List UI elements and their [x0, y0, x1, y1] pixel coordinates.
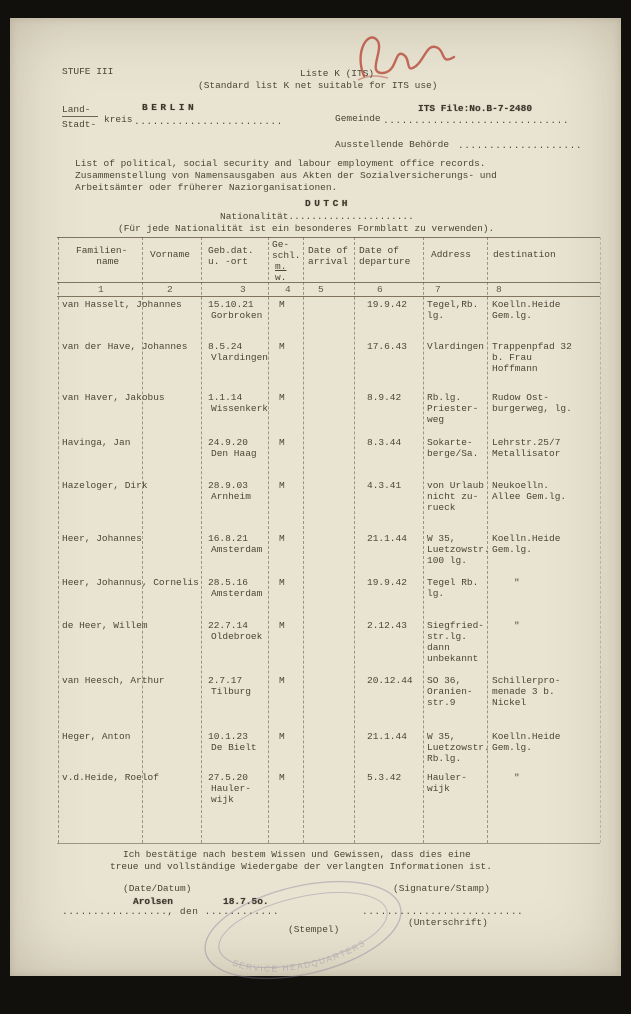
column-number: 7 — [435, 284, 441, 295]
table-header-bottom-rule — [57, 282, 600, 283]
cell-address: Tegel,Rb. lg. — [427, 299, 479, 321]
behoerde-dotted-line: .................... — [458, 140, 583, 151]
cell-geschlecht: M — [279, 772, 285, 783]
col3-line2: u. -ort — [208, 256, 248, 267]
table-vline-6 — [423, 237, 424, 843]
cell-date-departure: 21.1.44 — [367, 731, 407, 742]
column-number: 8 — [496, 284, 502, 295]
col1-line2: name — [96, 256, 120, 267]
cell-destination: " — [514, 772, 520, 783]
description-line-2: Zusammenstellung von Namensausgaben aus Akten der Sozialversicherungs- und — [75, 170, 497, 181]
cell-gebdat-ort: 28.5.16 Amsterdam — [208, 577, 263, 599]
date-value: 18.7.5o. — [223, 896, 269, 907]
cell-geschlecht: M — [279, 731, 285, 742]
cell-gebdat-ort: 10.1.23 De Bielt — [208, 731, 257, 753]
cell-destination: Koelln.Heide Gem.lg. — [492, 299, 561, 321]
red-handwriting-mark — [350, 24, 470, 94]
col6-line2: departure — [359, 256, 411, 267]
table-vline-1 — [142, 237, 143, 843]
col-header-address: Address — [431, 249, 471, 260]
gemeinde-label: Gemeinde — [335, 113, 381, 124]
cell-familienname: Havinga, Jan — [62, 437, 131, 448]
land-stadt-divider — [62, 116, 98, 117]
cell-familienname: de Heer, Willem — [62, 620, 148, 631]
cell-date-departure: 2.12.43 — [367, 620, 407, 631]
cell-address: Siegfried- str.lg. dann unbekannt — [427, 620, 485, 664]
cell-address: Tegel Rb. lg. — [427, 577, 479, 599]
behoerde-label: Ausstellende Behörde — [335, 139, 450, 150]
col5-line1: Date of — [308, 245, 348, 256]
cell-address: Vlardingen — [427, 341, 485, 352]
cell-date-departure: 17.6.43 — [367, 341, 407, 352]
cell-geschlecht: M — [279, 577, 285, 588]
table-vline-3 — [268, 237, 269, 843]
kreis-value-stamp: BERLIN — [142, 102, 198, 113]
stempel-label: (Stempel) — [288, 924, 340, 935]
page-subtitle: (Standard list K net suitable for ITS use) — [198, 80, 438, 91]
nationality-label: Nationalität...................... — [220, 211, 414, 222]
its-file-number: ITS File:No.B-7-2480 — [418, 103, 533, 114]
cell-familienname: Heger, Anton — [62, 731, 131, 742]
cell-address: Hauler- wijk — [427, 772, 467, 794]
unterschrift-label: (Unterschrift) — [408, 917, 488, 928]
cell-date-departure: 8.9.42 — [367, 392, 402, 403]
cell-destination: Schillerpro- menade 3 b. Nickel — [492, 675, 561, 708]
place-value: Arolsen — [133, 896, 173, 907]
col4-line4: w. — [275, 272, 287, 283]
cell-gebdat-ort: 24.9.20 Den Haag — [208, 437, 257, 459]
col4-line3: m. — [275, 261, 287, 272]
document-page — [10, 18, 621, 976]
col-header-geschlecht — [272, 239, 301, 283]
column-number: 2 — [167, 284, 173, 295]
col5-line2: arrival — [308, 256, 348, 267]
cell-geschlecht: M — [279, 533, 285, 544]
description-line-3: Arbeitsämter oder früherer Naziorganisationen. — [75, 182, 338, 193]
cell-familienname: van Hasselt, Johannes — [62, 299, 182, 310]
table-top-rule — [57, 237, 600, 238]
date-dotted-line: ................., den ............ — [62, 906, 280, 917]
cell-gebdat-ort: 28.9.03 Arnheim — [208, 480, 251, 502]
col1-line1: Familien- — [76, 245, 128, 256]
table-vline-4 — [303, 237, 304, 843]
cell-destination: " — [514, 577, 520, 588]
col-header-gebdat — [208, 245, 254, 267]
table-vline-2 — [201, 237, 202, 843]
cell-gebdat-ort: 15.10.21 Gorbroken — [208, 299, 263, 321]
cell-date-departure: 20.12.44 — [367, 675, 413, 686]
col-header-destination: destination — [493, 249, 556, 260]
nationality-note: (Für jede Nationalität ist ein besonderes Formblatt zu verwenden). — [118, 223, 495, 234]
certify-line-1: Ich bestätige nach bestem Wissen und Gewissen, dass dies eine — [123, 849, 471, 860]
cell-gebdat-ort: 8.5.24 Vlardingen — [208, 341, 269, 363]
cell-geschlecht: M — [279, 437, 285, 448]
cell-destination: Koelln.Heide Gem.lg. — [492, 731, 561, 753]
cell-destination: " — [514, 620, 520, 631]
cell-date-departure: 19.9.42 — [367, 577, 407, 588]
cell-geschlecht: M — [279, 299, 285, 310]
cell-date-departure: 5.3.42 — [367, 772, 402, 783]
cell-date-departure: 8.3.44 — [367, 437, 402, 448]
stadt-label: Stadt- — [62, 119, 97, 130]
col4-line2: schl. — [272, 250, 301, 261]
cell-destination: Trappenpfad 32 b. Frau Hoffmann — [492, 341, 572, 374]
cell-address: SO 36, Oranien- str.9 — [427, 675, 473, 708]
cell-address: W 35, Luetzowstr. Rb.lg. — [427, 731, 490, 764]
cell-destination: Lehrstr.25/7 Metallisator — [492, 437, 561, 459]
cell-geschlecht: M — [279, 392, 285, 403]
column-number: 1 — [98, 284, 104, 295]
cell-address: Rb.lg. Priester- weg — [427, 392, 479, 425]
signature-dotted-line: .......................... — [362, 906, 524, 917]
cell-destination: Rudow Ost- burgerweg, lg. — [492, 392, 572, 414]
signature-label: (Signature/Stamp) — [393, 883, 490, 894]
nationality-value-stamp: DUTCH — [305, 198, 352, 209]
cell-date-departure: 21.1.44 — [367, 533, 407, 544]
column-number: 3 — [240, 284, 246, 295]
date-label: (Date/Datum) — [123, 883, 192, 894]
table-vline-left — [58, 237, 59, 843]
col6-line1: Date of — [359, 245, 399, 256]
cell-familienname: Hazeloger, Dirk — [62, 480, 148, 491]
table-bottom-rule — [57, 843, 600, 844]
column-number: 5 — [318, 284, 324, 295]
land-label: Land- — [62, 104, 91, 115]
cell-familienname: van Heesch, Arthur — [62, 675, 165, 686]
col-header-arrival — [308, 245, 348, 267]
table-numbers-bottom-rule — [57, 296, 600, 297]
cell-familienname: Heer, Johannes — [62, 533, 142, 544]
page-title: Liste K (ITS) — [300, 68, 375, 79]
col-header-departure — [359, 245, 410, 267]
cell-address: W 35, Luetzowstr. 100 lg. — [427, 533, 490, 566]
cell-address: Sokarte- berge/Sa. — [427, 437, 479, 459]
cell-date-departure: 4.3.41 — [367, 480, 402, 491]
cell-familienname: van der Have, Johannes — [62, 341, 188, 352]
cell-geschlecht: M — [279, 675, 285, 686]
kreis-label: kreis — [104, 114, 133, 125]
cell-gebdat-ort: 1.1.14 Wissenkerk — [208, 392, 269, 414]
cell-address: von Urlaub nicht zu- rueck — [427, 480, 485, 513]
cell-gebdat-ort: 2.7.17 Tilburg — [208, 675, 251, 697]
col-header-familienname — [76, 245, 127, 267]
col3-line1: Geb.dat. — [208, 245, 254, 256]
cell-geschlecht: M — [279, 620, 285, 631]
cell-gebdat-ort: 22.7.14 Oldebroek — [208, 620, 263, 642]
cell-geschlecht: M — [279, 480, 285, 491]
column-number: 6 — [377, 284, 383, 295]
cell-gebdat-ort: 16.8.21 Amsterdam — [208, 533, 263, 555]
col4-line1: Ge- — [272, 239, 290, 250]
gemeinde-dotted-line: .............................. — [383, 115, 570, 126]
kreis-dotted-line: ........................ — [134, 116, 283, 127]
cell-familienname: van Haver, Jakobus — [62, 392, 165, 403]
cell-gebdat-ort: 27.5.20 Hauler- wijk — [208, 772, 251, 805]
certify-line-2: treue und vollständige Wiedergabe der verlangten Informationen ist. — [110, 861, 492, 872]
description-line-1: List of political, social security and labour employment office records. — [75, 158, 486, 169]
stamp-arc-text: SERVICE HEADQUARTERS — [231, 937, 368, 974]
table-vline-right — [600, 237, 601, 843]
cell-date-departure: 19.9.42 — [367, 299, 407, 310]
col-header-vorname: Vorname — [150, 249, 190, 260]
cell-destination: Koelln.Heide Gem.lg. — [492, 533, 561, 555]
stufe-label: STUFE III — [62, 66, 114, 77]
cell-familienname: v.d.Heide, Roelof — [62, 772, 159, 783]
cell-destination: Neukoelln. Allee Gem.lg. — [492, 480, 567, 502]
column-number: 4 — [285, 284, 291, 295]
table-vline-5 — [354, 237, 355, 843]
cell-familienname: Heer, Johannus, Cornelis — [62, 577, 199, 588]
cell-geschlecht: M — [279, 341, 285, 352]
